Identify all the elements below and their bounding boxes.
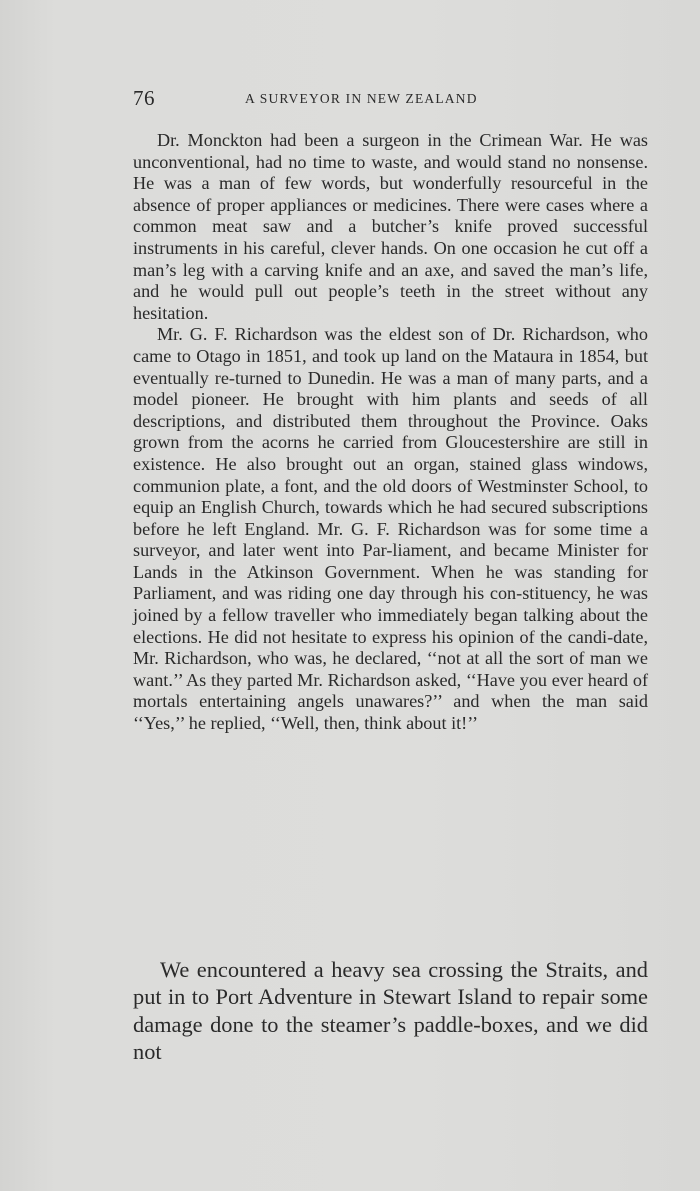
paragraph-straits: We encountered a heavy sea crossing the Straits, and put in to Port Adventure in Stewart Island to repair some damage done to the steamer’s paddle-boxes, and we did not — [133, 957, 648, 1064]
paragraph-richardson: Mr. G. F. Richardson was the eldest son of Dr. Richardson, who came to Otago in 1851, and took up land on the Mataura in 1854, but eventually re-turned to Dunedin. He was a man of many parts, and a model pioneer. He brought with him plants and seeds of all descriptions, and distributed them throughout the Province. Oaks grown from the acorns he carried from Gloucestershire are still in existence. He also brought out an organ, stained glass windows, communion plate, a font, and the old doors of Westminster School, to equip an English Church, towards which he had secured subscriptions before he left England. Mr. G. F. Richardson was for some time a surveyor, and later went into Par-liament, and became Minister for Lands in the Atkinson Government. When he was standing for Parliament, and was riding one day through his con-stituency, he was joined by a fellow traveller who immediately began talking about the elections. He did not hesitate to express his opinion of the candi-date, Mr. Richardson, who was, he declared, ‘‘not at all the sort of man we want.’’ As they parted Mr. Richardson asked, ‘‘Have you ever heard of mortals entertaining angels unawares?’’ and when the man said ‘‘Yes,’’ he replied, ‘‘Well, then, think about it!’’ — [133, 324, 648, 734]
main-text — [133, 130, 648, 735]
page-number: 76 — [133, 86, 155, 110]
page-header — [133, 86, 648, 110]
running-title: A SURVEYOR IN NEW ZEALAND — [245, 91, 478, 106]
paragraph-monckton: Dr. Monckton had been a surgeon in the Crimean War. He was unconventional, had no time to waste, and would stand no nonsense. He was a man of few words, but wonderfully resourceful in the absence of proper appliances or medicines. There were cases where a common meat saw and a butcher’s knife proved successful instruments in his careful, clever hands. On one occasion he cut off a man’s leg with a carving knife and an axe, and saved the man’s life, and he would pull out people’s teeth in the street without any hesitation. — [133, 130, 648, 323]
